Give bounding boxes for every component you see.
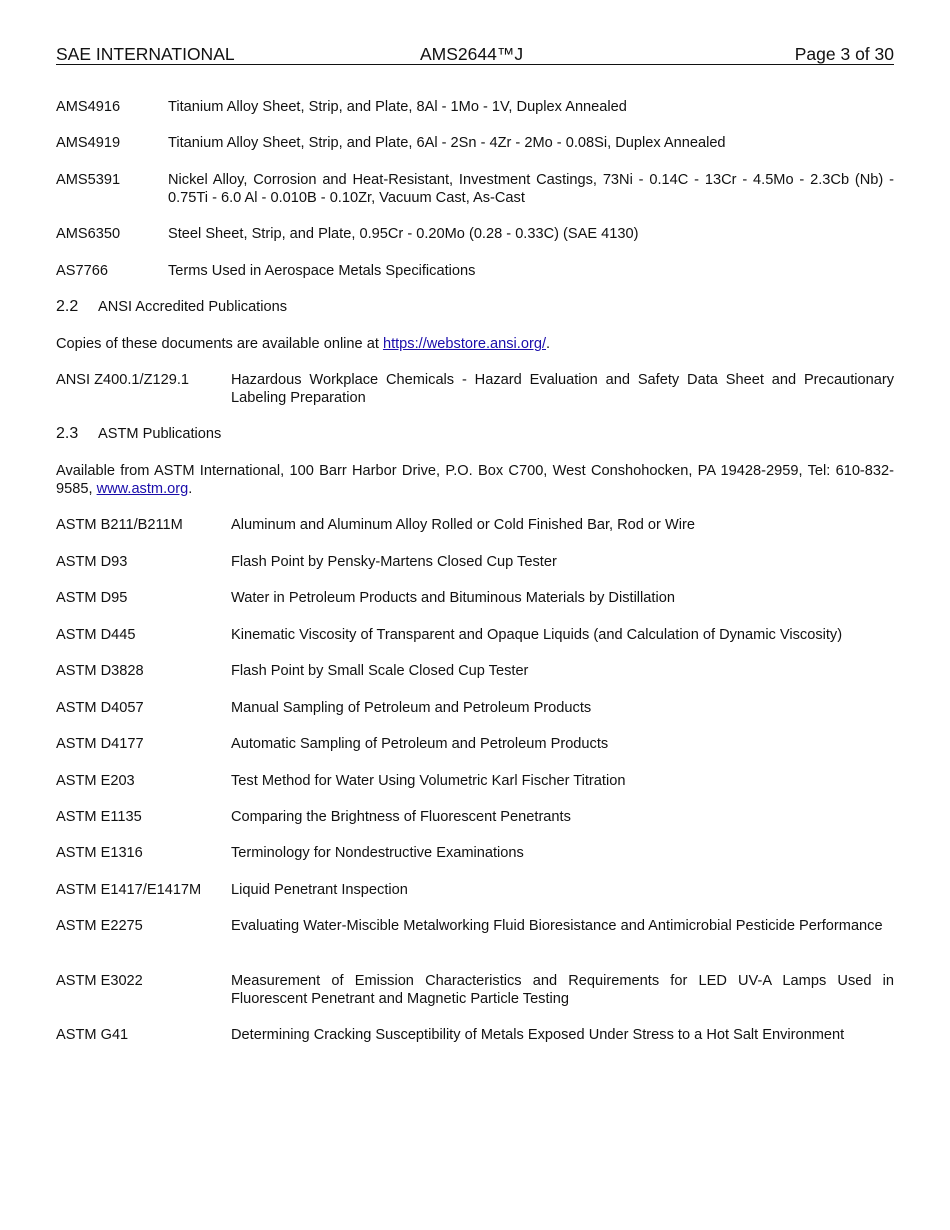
reference-title: Flash Point by Small Scale Closed Cup Tester: [231, 663, 529, 679]
reference-entry: [56, 1026, 894, 1044]
reference-entry: [56, 735, 894, 753]
document-id: AMS2644™J: [420, 44, 524, 64]
reference-code: ASTM D93: [56, 554, 128, 570]
reference-title: Water in Petroleum Products and Bituminous Materials by Distillation: [231, 590, 675, 606]
reference-title: Terms Used in Aerospace Metals Specifications: [168, 263, 476, 279]
reference-entry: [56, 881, 894, 899]
reference-code: AS7766: [56, 263, 108, 279]
reference-code: ASTM D4057: [56, 700, 144, 716]
astm-availability-paragraph: Available from ASTM International, 100 Barr Harbor Drive, P.O. Box C700, West Conshohocken, PA 19428-2959, Tel: 610-832-9585, www.astm.org.: [56, 463, 894, 497]
reference-entry: [56, 134, 894, 152]
reference-title: Liquid Penetrant Inspection: [231, 882, 408, 898]
reference-title: Kinematic Viscosity of Transparent and Opaque Liquids (and Calculation of Dynamic Viscosity): [231, 627, 843, 643]
reference-entry: [56, 972, 894, 1008]
reference-title: Steel Sheet, Strip, and Plate, 0.95Cr - 0.20Mo (0.28 - 0.33C) (SAE 4130): [168, 226, 639, 242]
reference-title: Flash Point by Pensky-Martens Closed Cup Tester: [231, 554, 557, 570]
section-number: 2.3: [56, 425, 79, 442]
reference-title: Aluminum and Aluminum Alloy Rolled or Cold Finished Bar, Rod or Wire: [231, 517, 695, 533]
reference-code: ASTM D4177: [56, 736, 144, 752]
reference-code: ANSI Z400.1/Z129.1: [56, 372, 190, 388]
reference-entry: [56, 917, 894, 935]
reference-entry: [56, 371, 894, 407]
reference-code: AMS4916: [56, 99, 121, 115]
reference-entry: [56, 772, 894, 790]
reference-entry: [56, 225, 894, 243]
reference-title: Nickel Alloy, Corrosion and Heat-Resistant, Investment Castings, 73Ni - 0.14C - 13Cr - 4.5Mo - 2.3Cb (Nb) - 0.75Ti - 6.0 Al - 0.010B - 0.10Zr, Vacuum Cast, As-Cast: [168, 172, 894, 206]
reference-entry: [56, 262, 894, 280]
reference-code: ASTM E1135: [56, 809, 142, 825]
ansi-availability-paragraph: Copies of these documents are available online at https://webstore.ansi.org/.: [56, 336, 551, 352]
reference-title: Manual Sampling of Petroleum and Petroleum Products: [231, 700, 592, 716]
reference-code: ASTM D95: [56, 590, 128, 606]
page-header: [56, 44, 894, 65]
ansi-webstore-link[interactable]: https://webstore.ansi.org/: [382, 336, 546, 352]
reference-title: Automatic Sampling of Petroleum and Petroleum Products: [231, 736, 609, 752]
reference-title: Evaluating Water-Miscible Metalworking Fluid Bioresistance and Antimicrobial Pesticide Performance: [231, 918, 883, 934]
reference-title: Test Method for Water Using Volumetric Karl Fischer Titration: [231, 773, 626, 789]
reference-code: ASTM E1417/E1417M: [56, 882, 202, 898]
reference-code: ASTM E2275: [56, 918, 143, 934]
reference-title: Terminology for Nondestructive Examinations: [231, 845, 524, 861]
reference-entry: [56, 171, 894, 207]
reference-entry: [56, 589, 894, 607]
organization-name: SAE INTERNATIONAL: [56, 44, 235, 64]
reference-code: ASTM B211/B211M: [56, 517, 183, 533]
reference-code: ASTM D445: [56, 627, 136, 643]
reference-title: Titanium Alloy Sheet, Strip, and Plate, 6Al - 2Sn - 4Zr - 2Mo - 0.08Si, Duplex Annealed: [168, 135, 726, 151]
section-number: 2.2: [56, 298, 79, 315]
reference-title: Titanium Alloy Sheet, Strip, and Plate, 8Al - 1Mo - 1V, Duplex Annealed: [168, 99, 627, 115]
reference-title: Comparing the Brightness of Fluorescent Penetrants: [231, 809, 571, 825]
reference-entry: [56, 98, 894, 116]
reference-code: AMS4919: [56, 135, 121, 151]
reference-code: ASTM D3828: [56, 663, 144, 679]
reference-entry: [56, 844, 894, 862]
reference-entry: [56, 808, 894, 826]
reference-title: Determining Cracking Susceptibility of Metals Exposed Under Stress to a Hot Salt Environment: [231, 1027, 845, 1043]
reference-entry: [56, 516, 894, 534]
reference-code: ASTM E203: [56, 773, 135, 789]
section-title: ANSI Accredited Publications: [98, 299, 288, 315]
page-number: Page 3 of 30: [794, 44, 894, 64]
section-title: ASTM Publications: [98, 426, 222, 442]
reference-code: AMS6350: [56, 226, 121, 242]
reference-title: Hazardous Workplace Chemicals - Hazard Evaluation and Safety Data Sheet and Precautionary Labeling Preparation: [231, 372, 894, 406]
reference-code: ASTM E3022: [56, 973, 143, 989]
reference-code: ASTM G41: [56, 1027, 129, 1043]
reference-entry: [56, 662, 894, 680]
astm-website-link[interactable]: www.astm.org: [96, 481, 189, 497]
reference-entry: [56, 553, 894, 571]
reference-code: ASTM E1316: [56, 845, 143, 861]
reference-code: AMS5391: [56, 172, 121, 188]
reference-entry: [56, 626, 894, 644]
reference-title: Measurement of Emission Characteristics and Requirements for LED UV-A Lamps Used in Fluorescent Penetrant and Magnetic Particle Testing: [231, 973, 894, 1007]
reference-entry: [56, 699, 894, 717]
